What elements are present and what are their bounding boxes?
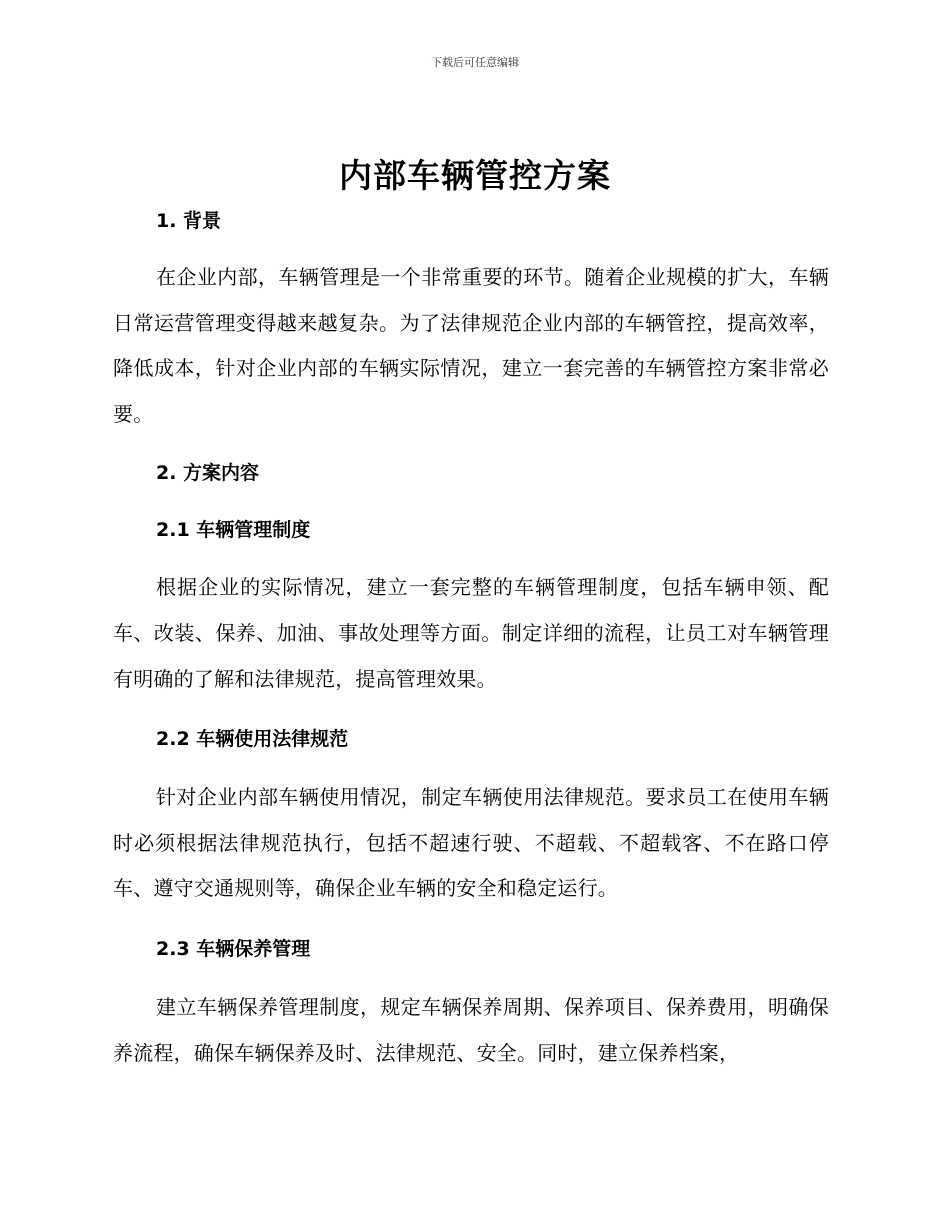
section-heading-plan-content: 2. 方案内容: [156, 462, 260, 485]
header-note: 下载后可任意编辑: [431, 56, 519, 69]
document-body: [113, 203, 829, 1076]
paragraph-background: 在企业内部，车辆管理是一个非常重要的环节。随着企业规模的扩大，车辆日常运营管理变得越来越复杂。为了法律规范企业内部的车辆管控，提高效率，降低成本，针对企业内部的车辆实际情况，建立一套完善的车辆管控方案非常必要。: [113, 265, 829, 426]
section-heading-vehicle-maintenance: 2.3 车辆保养管理: [156, 937, 311, 960]
section-heading-background: 1. 背景: [156, 210, 222, 232]
paragraph-vehicle-management-system: 根据企业的实际情况，建立一套完整的车辆管理制度，包括车辆申领、配车、改装、保养、加油、事故处理等方面。制定详细的流程，让员工对车辆管理有明确的了解和法律规范，提高管理效果。: [113, 575, 829, 691]
section-heading-vehicle-management-system: 2.1 车辆管理制度: [156, 519, 311, 542]
paragraph-vehicle-maintenance: 建立车辆保养管理制度，规定车辆保养周期、保养项目、保养费用，明确保养流程，确保车辆保养及时、法律规范、安全。同时，建立保养档案，: [113, 994, 829, 1065]
document-title: 内部车辆管控方案: [339, 156, 611, 195]
section-heading-vehicle-usage-rules: 2.2 车辆使用法律规范: [156, 728, 349, 751]
paragraph-vehicle-usage-rules: 针对企业内部车辆使用情况，制定车辆使用法律规范。要求员工在使用车辆时必须根据法律规范执行，包括不超速行驶、不超载、不超载客、不在路口停车、遵守交通规则等，确保企业车辆的安全和稳定运行。: [113, 785, 829, 901]
